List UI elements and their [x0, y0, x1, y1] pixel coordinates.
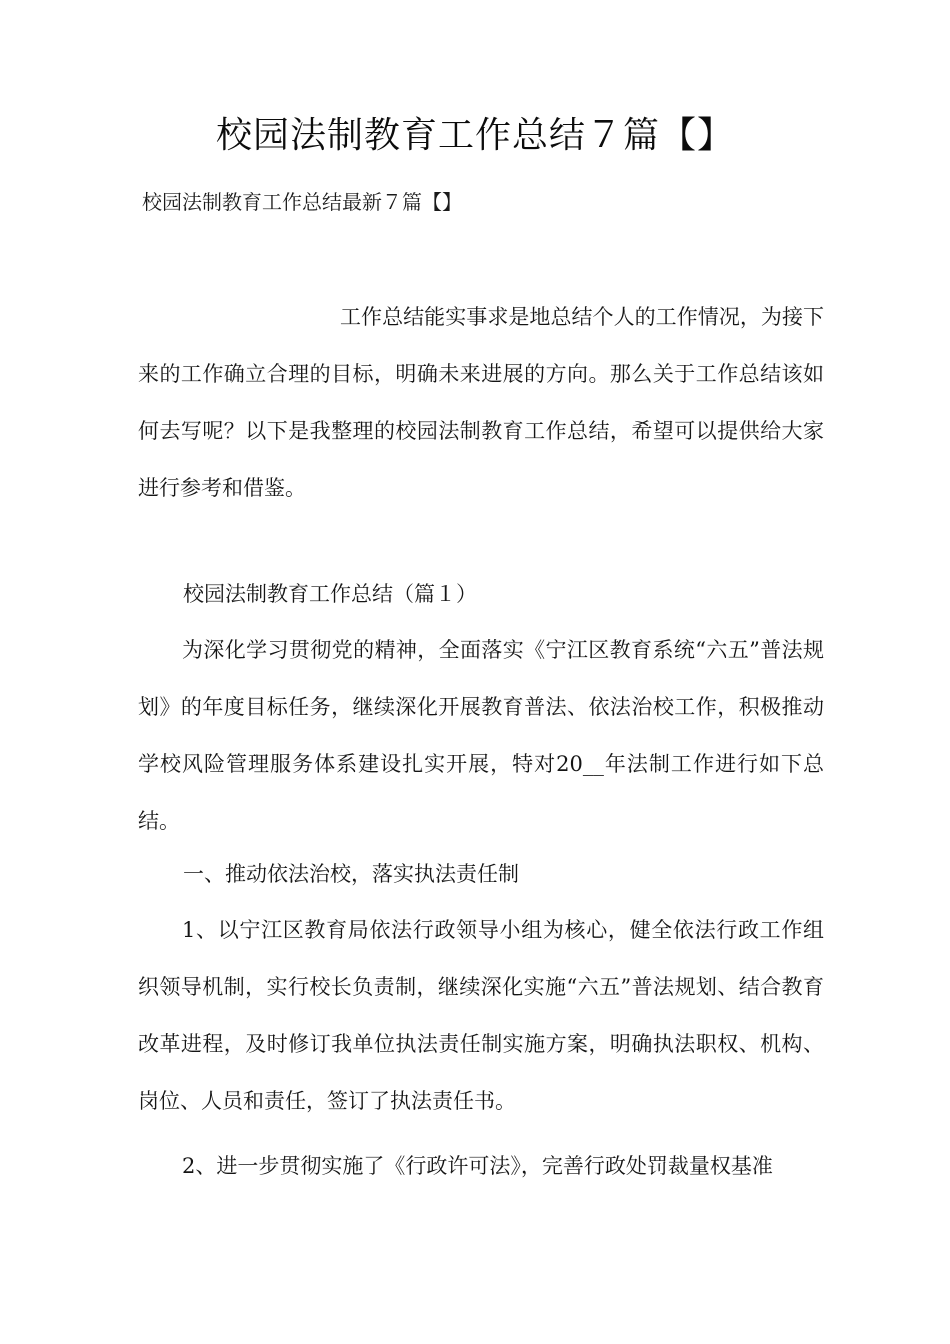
intro-paragraph: 工作总结能实事求是地总结个人的工作情况，为接下来的工作确立合理的目标，明确未来进展的方向。那么关于工作总结该如何去写呢？以下是我整理的校园法制教育工作总结，希望可以提供给大家进行参考和借鉴。: [138, 305, 824, 500]
list-item: 1、以宁江区教育局依法行政领导小组为核心，健全依法行政工作组织领导机制，实行校长负责制，继续深化实施“六五”普法规划、结合教育改革进程，及时修订我单位执法责任制实施方案，明确执法职权、机构、岗位、人员和责任，签订了执法责任书。: [138, 918, 824, 1113]
section-paragraph: 为深化学习贯彻党的精神，全面落实《宁江区教育系统“六五”普法规划》的年度目标任务，继续深化开展教育普法、依法治校工作，积极推动学校风险管理服务体系建设扎实开展，特对20__年法制工作进行如下总结。: [138, 638, 824, 833]
list-item: 2、进一步贯彻实施了《行政许可法》，完善行政处罚裁量权基准: [182, 1154, 773, 1178]
section-heading: 校园法制教育工作总结（篇１）: [183, 582, 477, 606]
document-subtitle: 校园法制教育工作总结最新７篇【】: [142, 190, 462, 214]
subsection-heading: 一、推动依法治校，落实执法责任制: [183, 862, 519, 886]
document-title: 校园法制教育工作总结７篇【】: [215, 115, 734, 156]
